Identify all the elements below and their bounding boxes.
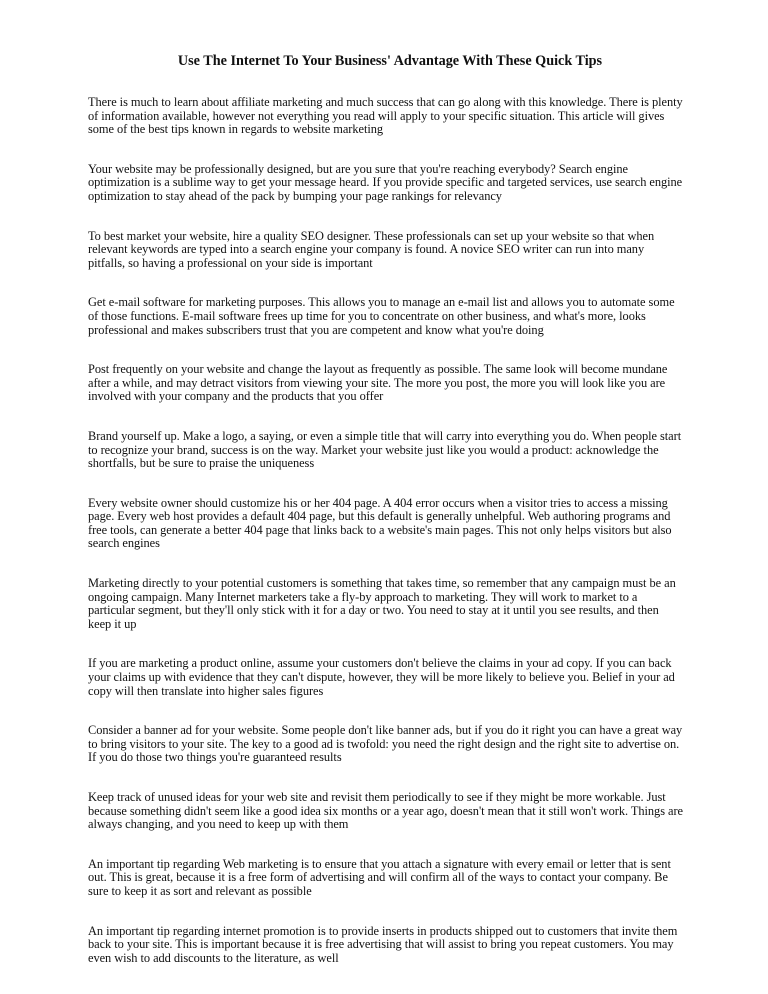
paragraph-9: If you are marketing a product online, assume your customers don't believe the claims in your ad copy. If you can back your claims up with evidence that they can't dispute, however, they will be more likely to believe you. Belief in your ad copy will then translate into higher sales figures: [88, 656, 675, 698]
paragraph-2: Your website may be professionally designed, but are you sure that you're reaching everybody? Search engine optimization is a sublime way to get your message heard. If you provide specific and targeted services, use search engine optimization to stay ahead of the pack by bumping your page rankings for relevancy: [88, 161, 683, 203]
paragraph-6: Brand yourself up. Make a logo, a saying, or even a simple title that will carry into everything you do. When people start to recognize your brand, success is on the way. Market your website just like you would a product: acknowledge the shortfalls, but be sure to praise the uniqueness: [88, 428, 682, 471]
paragraph-3: To best market your website, hire a quality SEO designer. These professionals can set up your website so that when relevant keywords are typed into a search engine your company is found. A novice SEO writer can run into many pitfalls, so having a professional on your side is important: [88, 228, 655, 270]
paragraph-12: An important tip regarding Web marketing is to ensure that you attach a signature with every email or letter that is sent out. This is great, because it is a free form of advertising and will confirm all of the ways to contact your company. Be sure to keep it as sort and relevant as possible: [88, 856, 671, 898]
paragraph-1: There is much to learn about affiliate marketing and much success that can go along with this knowledge. There is plenty of information available, however not everything you read will apply to your specific situation. This article will gives some of the best tips known in regards to website marketing: [88, 95, 683, 137]
paragraph-4: Get e-mail software for marketing purposes. This allows you to manage an e-mail list and allows you to automate some of those functions. E-mail software frees up time for you to concentrate on other business, and what's more, looks professional and makes subscribers trust that you are competent and know what you're doing: [88, 295, 675, 337]
paragraph-10: Consider a banner ad for your website. Some people don't like banner ads, but if you do it right you can have a great way to bring visitors to your site. The key to a good ad is twofold: you need the right design and the right site to advertise on. If you do those two things you're guaranteed results: [88, 723, 683, 765]
paragraph-7: Every website owner should customize his or her 404 page. A 404 error occurs when a visitor tries to access a missing page. Every web host provides a default 404 page, but this default is generally unhelpful. Web authoring programs and free tools, can generate a better 404 page that links back to a website's main pages. This not only helps visitors but also search engines: [88, 495, 672, 551]
paragraph-8: Marketing directly to your potential customers is something that takes time, so remember that any campaign must be an ongoing campaign. Many Internet marketers take a fly-by approach to marketing. They will work to market to a particular segment, but they'll only stick with it for a day or two. You need to stay at it until you see results, and then keep it up: [88, 576, 676, 631]
document-title: Use The Internet To Your Business' Advantage With These Quick Tips: [177, 53, 603, 69]
paragraph-11: Keep track of unused ideas for your web site and revisit them periodically to see if they might be more workable. Just because something didn't seem like a good idea six months or a year ago, doesn't mean that it still won't work. Things are always changing, and you need to keep up with them: [88, 790, 683, 832]
paragraph-13: An important tip regarding internet promotion is to provide inserts in products shipped out to customers that invite them back to your site. This is important because it is free advertising that will assist to bring you repeat customers. You may even wish to add discounts to the literature, as well: [88, 923, 678, 965]
paragraph-5: Post frequently on your website and change the layout as frequently as possible. The same look will become mundane after a while, and may detract visitors from viewing your site. The more you post, the more you will look like you are involved with your company and the products that you offer: [88, 362, 668, 404]
